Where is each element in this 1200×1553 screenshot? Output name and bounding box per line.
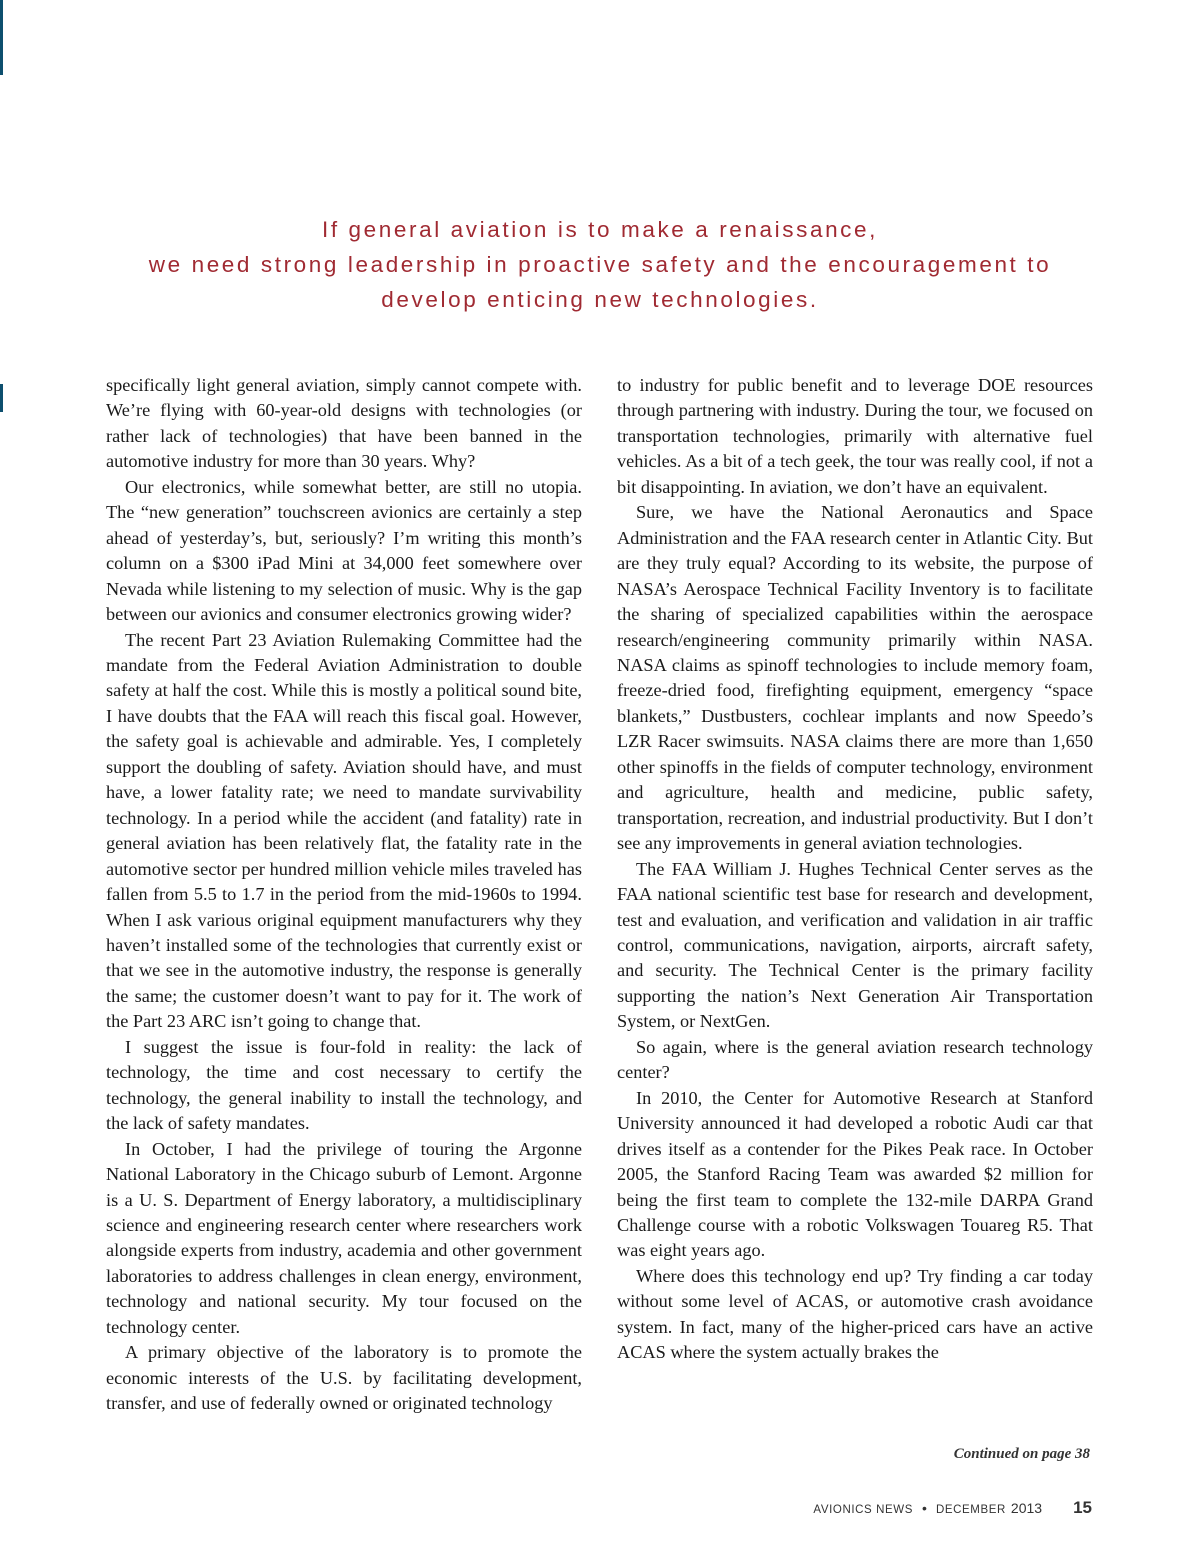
publication-name: AVIONICS NEWS <box>813 1504 914 1516</box>
continued-note: Continued on page 38 <box>953 1446 1090 1462</box>
paragraph: In 2010, the Center for Automotive Research at Stanford University announced it had developed a robotic Audi car that drives itself as a contender for the Pikes Peak race. In October 2005, the Stanford Racing Team was awarded $2 million for being the first team to complete the 132-mile DARPA Grand Challenge course with a robotic Volkswagen Touareg R5. That was eight years ago. <box>617 1087 1093 1261</box>
issue-month: DECEMBER <box>935 1504 1006 1516</box>
paragraph: specifically light general aviation, simply cannot compete with. We’re flying with 60-year-old designs with technologies (or rather lack of technologies) that have been banned in the automotive industry for more than 30 years. Why? <box>106 375 582 472</box>
pull-quote-line: develop enticing new technologies. <box>381 287 819 312</box>
paragraph: So again, where is the general aviation research technology center? <box>617 1036 1093 1083</box>
page-number: 15 <box>1073 1498 1092 1517</box>
paragraph: A primary objective of the laboratory is to promote the economic interests of the U.S. by facilitating development, transfer, and use of federally owned or originated technology <box>106 1342 582 1414</box>
issue-year: 2013 <box>1010 1500 1043 1516</box>
paragraph: Our electronics, while somewhat better, are still no utopia. The “new generation” touchscreen avionics are certainly a step ahead of yesterday’s, but, seriously? I’m writing this month’s column on a $300 iPad Mini at 34,000 feet somewhere over Nevada while listening to my selection of music. Why is the gap between our avionics and consumer electronics growing wider? <box>106 476 582 625</box>
pull-quote-line: If general aviation is to make a renaissance, <box>322 217 878 242</box>
page-footer <box>813 1498 1092 1518</box>
bullet-separator: • <box>922 1500 927 1516</box>
paragraph: In October, I had the privilege of touring the Argonne National Laboratory in the Chicago suburb of Lemont. Argonne is a U. S. Department of Energy laboratory, a multidisciplinary science and engineering research center where researchers work alongside experts from industry, academia and other government laboratories to address challenges in clean energy, environment, technology and national security. My tour focused on the technology center. <box>106 1138 582 1337</box>
pull-quote <box>100 212 1100 317</box>
pull-quote-line: we need strong leadership in proactive safety and the encouragement to <box>148 252 1052 277</box>
paragraph: The FAA William J. Hughes Technical Center serves as the FAA national scientific test base for research and development, test and evaluation, and verification and validation in air traffic control, communications, navigation, airports, aircraft safety, and security. The Technical Center is the primary facility supporting the nation’s Next Generation Air Transportation System, or NextGen. <box>617 858 1093 1032</box>
edge-marker-middle <box>0 384 3 412</box>
paragraph: I suggest the issue is four-fold in reality: the lack of technology, the time and cost necessary to certify the technology, the general inability to install the technology, and the lack of safety mandates. <box>106 1036 582 1134</box>
left-column <box>106 373 582 1417</box>
right-column <box>617 373 1093 1366</box>
paragraph: The recent Part 23 Aviation Rulemaking Committee had the mandate from the Federal Aviation Administration to double safety at half the cost. While this is mostly a political sound bite, I have doubts that the FAA will reach this fiscal goal. However, the safety goal is achievable and admirable. Yes, I completely support the doubling of safety. Aviation should have, and must have, a lower fatality rate; we need to mandate survivability technology. In a period while the accident (and fatality) rate in general aviation has been relatively flat, the fatality rate in the automotive sector per hundred million vehicle miles traveled has fallen from 5.5 to 1.7 in the period from the mid-1960s to 1994. When I ask various original equipment manufacturers why they haven’t installed some of the technologies that currently exist or that we see in the automotive industry, the response is generally the same; the customer doesn’t want to pay for it. The work of the Part 23 ARC isn’t going to change that. <box>106 629 582 1032</box>
paragraph: Sure, we have the National Aeronautics and Space Administration and the FAA research center in Atlantic City. But are they truly equal? According to its website, the purpose of NASA’s Aerospace Technical Facility Inventory is to facilitate the sharing of specialized capabilities within the aerospace research/engineering community primarily within NASA. NASA claims as spinoff technologies to include memory foam, freeze-dried food, firefighting equipment, emergency “space blankets,” Dustbusters, cochlear implants and now Speedo’s LZR Racer swimsuits. NASA claims there are more than 1,650 other spinoffs in the fields of computer technology, environment and agriculture, health and medicine, public safety, transportation, recreation, and industrial productivity. But I don’t see any improvements in general aviation technologies. <box>617 502 1093 854</box>
paragraph: Where does this technology end up? Try finding a car today without some level of ACAS, or automotive crash avoidance system. In fact, many of the higher-priced cars have an active ACAS where the system actually brakes the <box>617 1265 1093 1363</box>
paragraph: to industry for public benefit and to leverage DOE resources through partnering with industry. During the tour, we focused on transportation technologies, primarily with alternative fuel vehicles. As a bit of a tech geek, the tour was really cool, if not a bit disappointing. In aviation, we don’t have an equivalent. <box>617 375 1093 497</box>
edge-marker-top <box>0 0 3 75</box>
